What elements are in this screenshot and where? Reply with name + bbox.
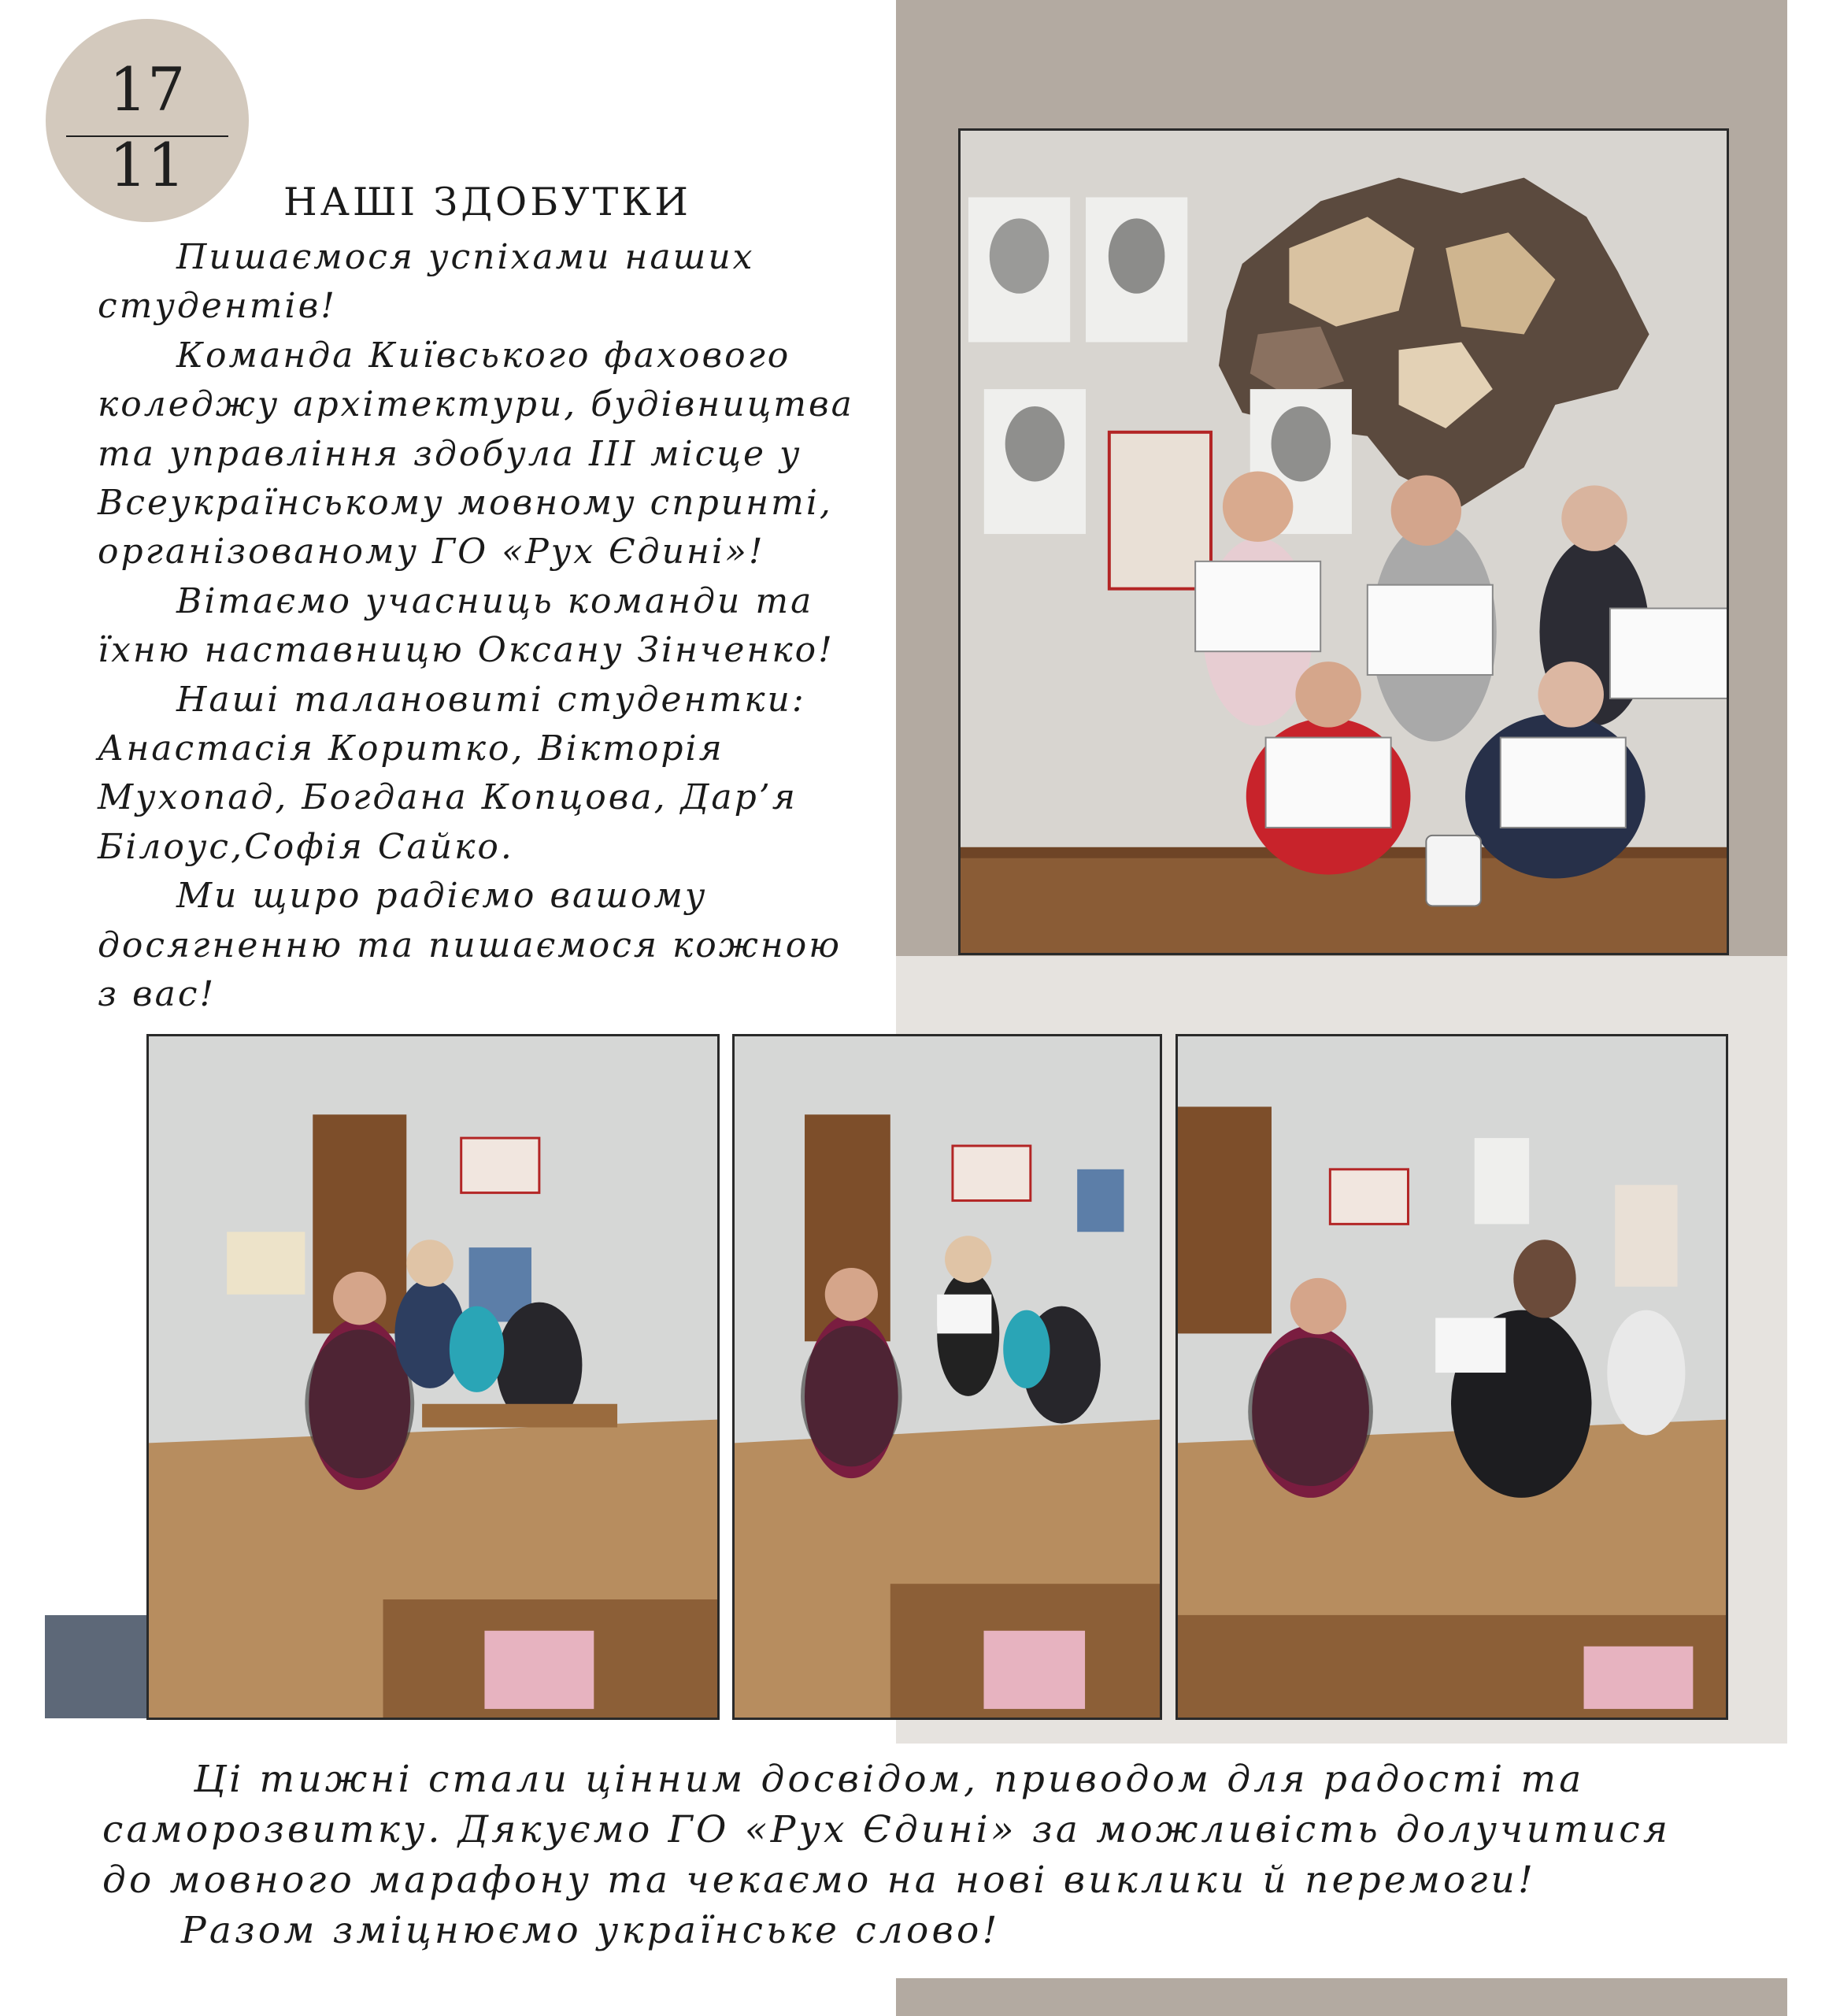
decorative-panel-bottom xyxy=(896,1978,1787,2016)
closing-slogan: Разом зміцнюємо українське слово! xyxy=(181,1909,1001,1952)
team-photo xyxy=(958,128,1729,955)
article-paragraph: Наші талановиті студентки: Анастасія Коритко, Вікторія Мухопад, Богдана Копцова, Дар’я Білоус,Софія Сайко. xyxy=(98,679,806,867)
article-paragraph: Ми щиро радіємо вашому досягненню та пишаємося кожною з вас! xyxy=(98,876,842,1015)
closing-text xyxy=(102,1755,1716,1956)
date-badge xyxy=(46,19,249,222)
article-paragraph: Команда Київського фахового коледжу архітектури, будівництва та управління здобула ІІІ місце у Всеукраїнському мовному спринті, організованому ГО «Рух Єдині»! xyxy=(98,335,854,573)
classroom-photo-3 xyxy=(1175,1034,1728,1720)
decorative-square xyxy=(45,1615,147,1718)
classroom-photo-1 xyxy=(146,1034,720,1720)
date-day: 17 xyxy=(109,54,186,124)
article-body xyxy=(98,233,869,1020)
closing-paragraph: Ці тижні стали цінним досвідом, приводом для радості та саморозвитку. Дякуємо ГО «Рух Єдині» за можливість долучитися до мовного марафону та чекаємо на нові виклики й перемоги! xyxy=(102,1758,1672,1902)
classroom-photo-2 xyxy=(732,1034,1162,1720)
article-paragraph: Вітаємо учасниць команди та їхню наставницю Оксану Зінченко! xyxy=(98,580,835,671)
date-month: 11 xyxy=(109,130,186,200)
article-paragraph: Пишаємося успіхами наших студентів! xyxy=(98,237,755,327)
page-heading: НАШІ ЗДОБУТКИ xyxy=(283,180,691,224)
